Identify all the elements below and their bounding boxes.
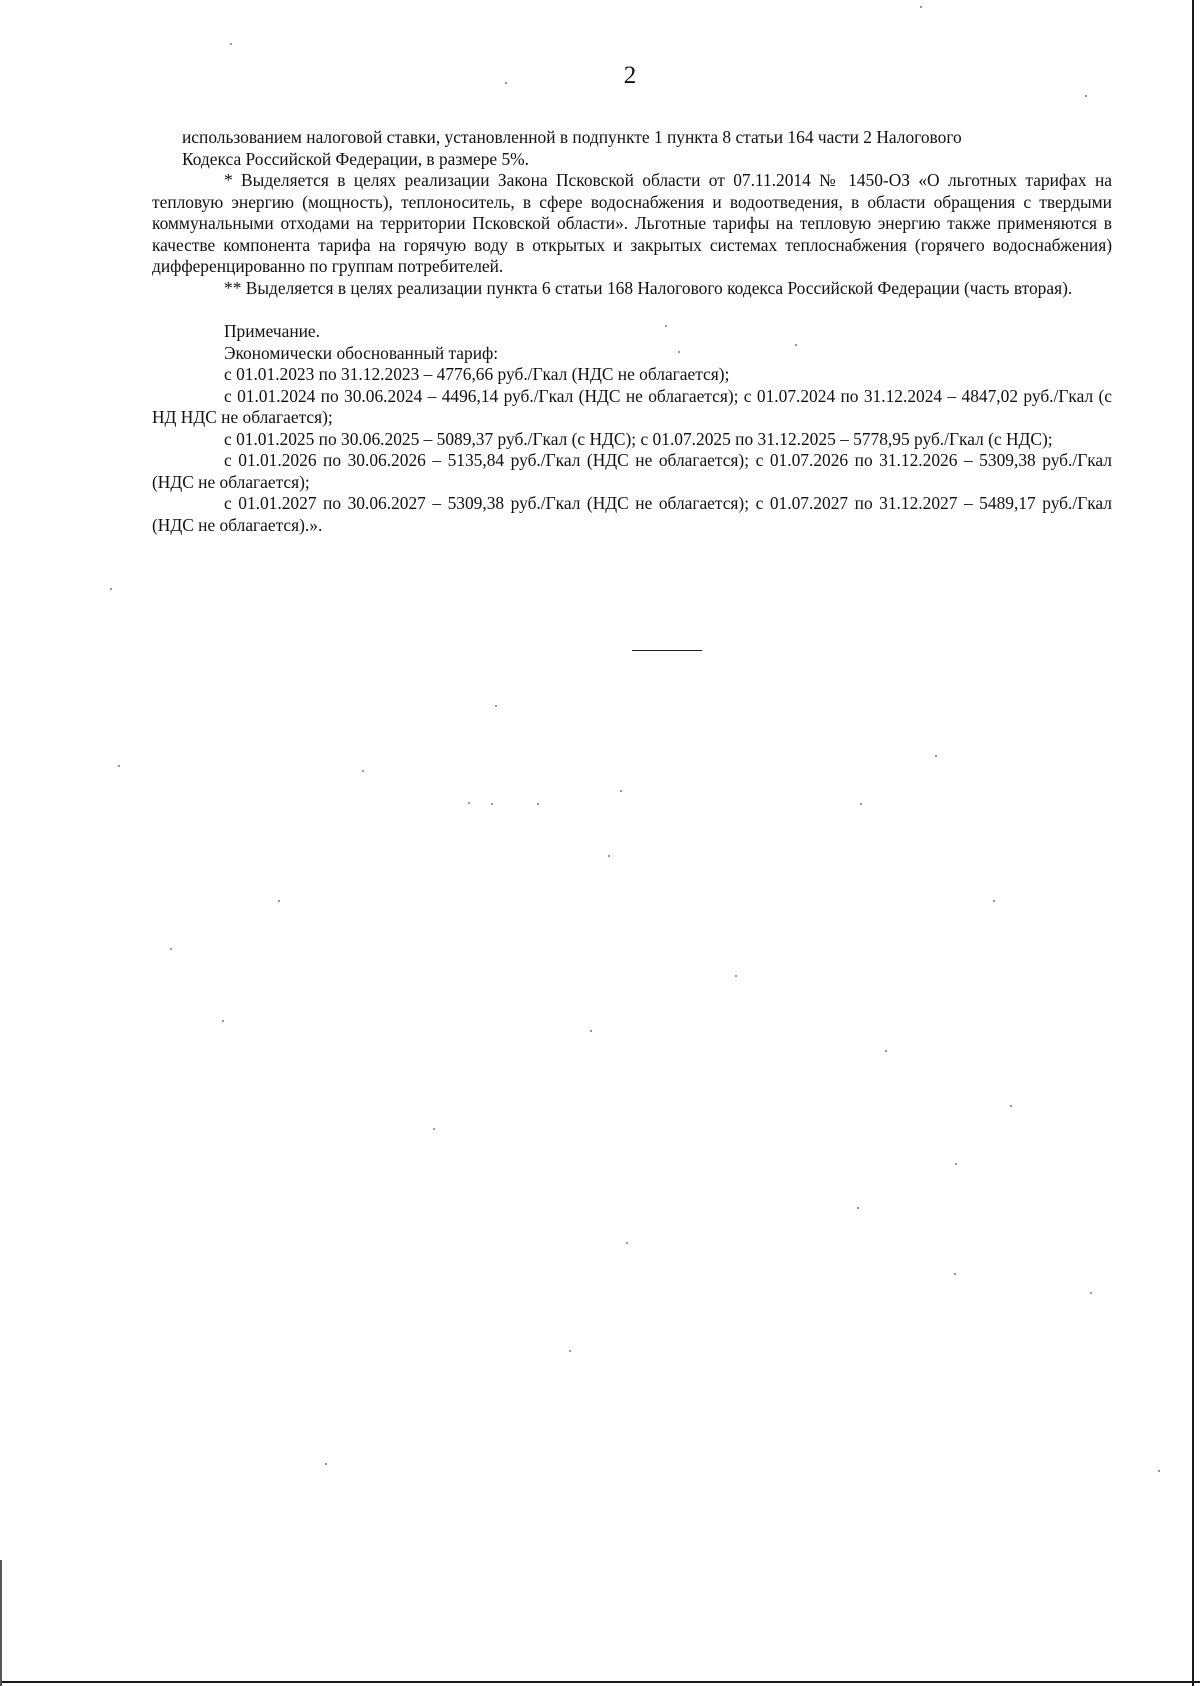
tariff-line: с 01.01.2023 по 31.12.2023 – 4776,66 руб./Гкал (НДС не облагается); [224,364,730,384]
scan-speck [608,855,610,857]
note-heading: Примечание. [224,321,320,341]
scan-speck [468,802,470,804]
page-number: 2 [623,62,637,89]
scan-speck [118,765,120,767]
scan-speck [110,588,112,590]
scan-speck [935,755,937,757]
scan-speck [433,1128,435,1130]
note-block [152,321,1112,536]
scan-speck [795,344,797,346]
scan-speck [993,900,995,902]
scan-speck [495,705,497,707]
scan-edge-right [1192,0,1194,1686]
tariff-line: с 01.01.2027 по 30.06.2027 – 5309,38 руб./Гкал (НДС не облагается); с 01.07.2027 по 31.12.2027 – 5489,17 руб./Гкал (НДС не облагается).». [152,493,1112,535]
scan-speck [491,803,493,805]
scan-speck [735,975,737,977]
scan-speck [1158,1470,1160,1472]
note-subheading: Экономически обоснованный тариф: [224,342,499,363]
scan-speck [230,43,232,45]
end-separator-line [632,650,702,651]
tariff-line: с 01.01.2025 по 30.06.2025 – 5089,37 руб./Гкал (с НДС); с 01.07.2025 по 31.12.2025 – 5778,95 руб./Гкал (с НДС); [224,428,1053,449]
scan-speck [325,1463,327,1465]
scan-speck [1085,95,1087,97]
scan-speck [569,1350,571,1352]
tariff-line: с 01.01.2026 по 30.06.2026 – 5135,84 руб./Гкал (НДС не облагается); с 01.07.2026 по 31.12.2026 – 5309,38 руб./Гкал (НДС не облагается); [152,450,1112,492]
footnote-2: ** Выделяется в целях реализации пункта 6 статьи 168 Налогового кодекса Российской Федерации (часть вторая). [224,277,1073,298]
scan-speck [885,1050,887,1052]
scan-speck [920,6,922,8]
scan-speck [537,803,539,805]
scan-speck [1090,1292,1092,1294]
intro-line-2: Кодекса Российской Федерации, в размере 5%. [182,148,529,169]
intro-line-1: использованием налоговой ставки, установленной в подпункте 1 пункта 8 статьи 164 части 2 Налогового [182,127,962,147]
scan-speck [860,803,862,805]
document-body [152,127,1112,536]
scan-speck [590,1030,592,1032]
footnote-1: * Выделяется в целях реализации Закона Псковской области от 07.11.2014 № 1450-ОЗ «О льготных тарифах на тепловую энергию (мощность), теплоноситель, в сфере водоснабжения и водоотведения, в области обращения с твердыми коммунальными отходами на территории Псковской области». Льготные тарифы на тепловую энергию также применяются в качестве компонента тарифа на горячую воду в открытых и закрытых системах теплоснабжения (горячего водоснабжения) дифференцированно по группам потребителей. [152,170,1112,276]
scan-speck [954,1273,956,1275]
scan-speck [1010,1105,1012,1107]
scan-speck [626,1242,628,1244]
scan-speck [665,325,667,327]
scan-speck [362,770,364,772]
scan-speck [170,948,172,950]
tariff-line: с 01.01.2024 по 30.06.2024 – 4496,14 руб./Гкал (НДС не облагается); с 01.07.2024 по 31.12.2024 – 4847,02 руб./Гкал (с НД НДС не облагается); [152,385,1112,427]
scan-speck [620,790,622,792]
scan-speck [222,1020,224,1022]
scan-speck [678,351,680,353]
scan-edge-bottom [0,1681,1200,1683]
scan-speck [505,82,507,84]
scan-speck [955,1163,957,1165]
scan-speck [857,1207,859,1209]
scan-edge-left [0,1560,2,1686]
scan-speck [278,900,280,902]
